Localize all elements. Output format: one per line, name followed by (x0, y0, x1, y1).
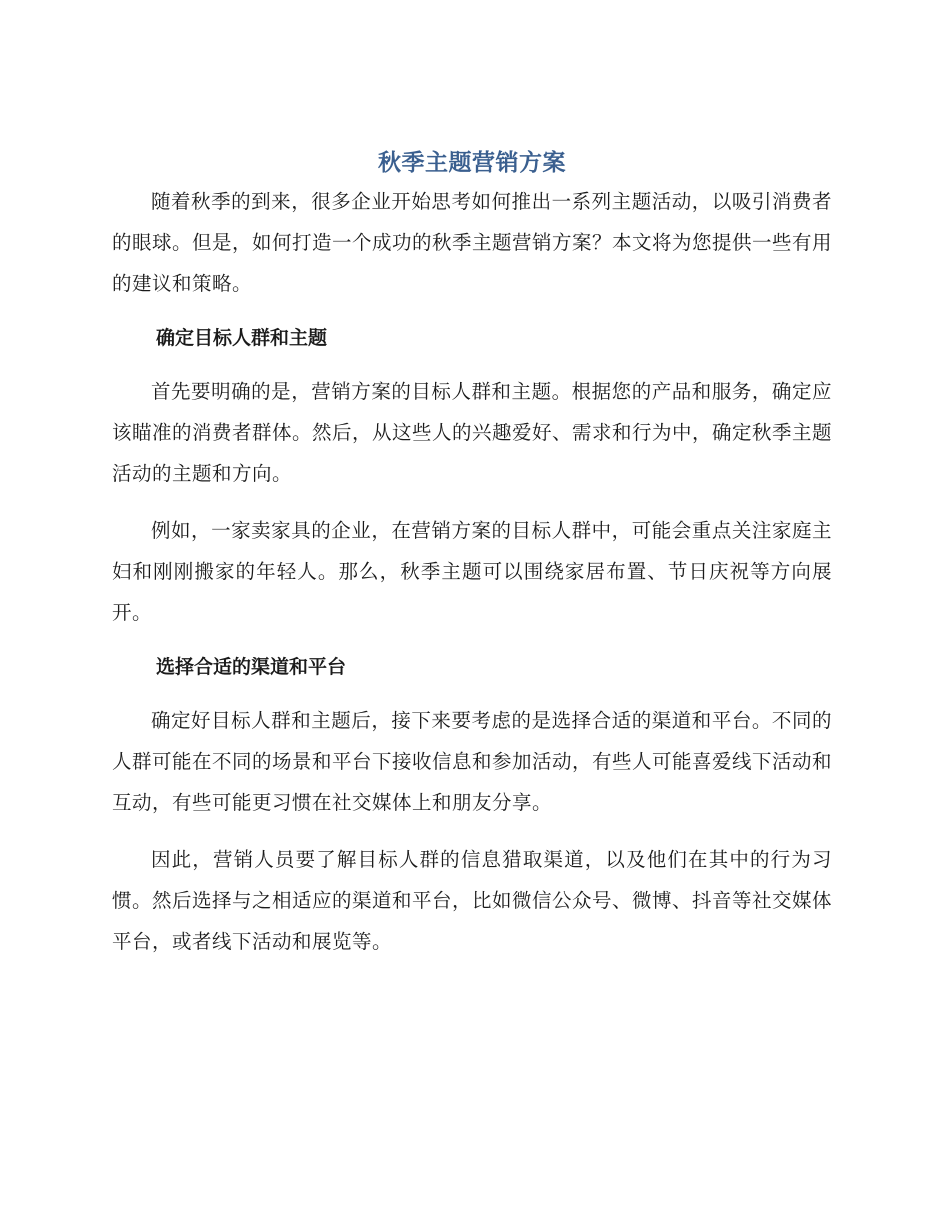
section-heading-channels-platforms: 选择合适的渠道和平台 (156, 656, 347, 678)
section-1-paragraph-2: 例如，一家卖家具的企业，在营销方案的目标人群中，可能会重点关注家庭主妇和刚刚搬家的年轻人。那么，秋季主题可以围绕家居布置、节日庆祝等方向展开。 (112, 519, 832, 624)
section-2-paragraph-2: 因此，营销人员要了解目标人群的信息猎取渠道，以及他们在其中的行为习惯。然后选择与之相适应的渠道和平台，比如微信公众号、微博、抖音等社交媒体平台，或者线下活动和展览等。 (112, 848, 833, 953)
intro-paragraph: 随着秋季的到来，很多企业开始思考如何推出一系列主题活动，以吸引消费者的眼球。但是，如何打造一个成功的秋季主题营销方案？本文将为您提供一些有用的建议和策略。 (112, 190, 833, 295)
section-2-paragraph-1: 确定好目标人群和主题后，接下来要考虑的是选择合适的渠道和平台。不同的人群可能在不同的场景和平台下接收信息和参加活动，有些人可能喜爱线下活动和互动，有些可能更习惯在社交媒体上和朋友分享。 (112, 709, 833, 814)
section-heading-target-audience: 确定目标人群和主题 (156, 327, 328, 349)
document-body (112, 148, 832, 962)
section-1-paragraph-1: 首先要明确的是，营销方案的目标人群和主题。根据您的产品和服务，确定应该瞄准的消费者群体。然后，从这些人的兴趣爱好、需求和行为中，确定秋季主题活动的主题和方向。 (112, 380, 833, 485)
document-title: 秋季主题营销方案 (378, 150, 566, 176)
